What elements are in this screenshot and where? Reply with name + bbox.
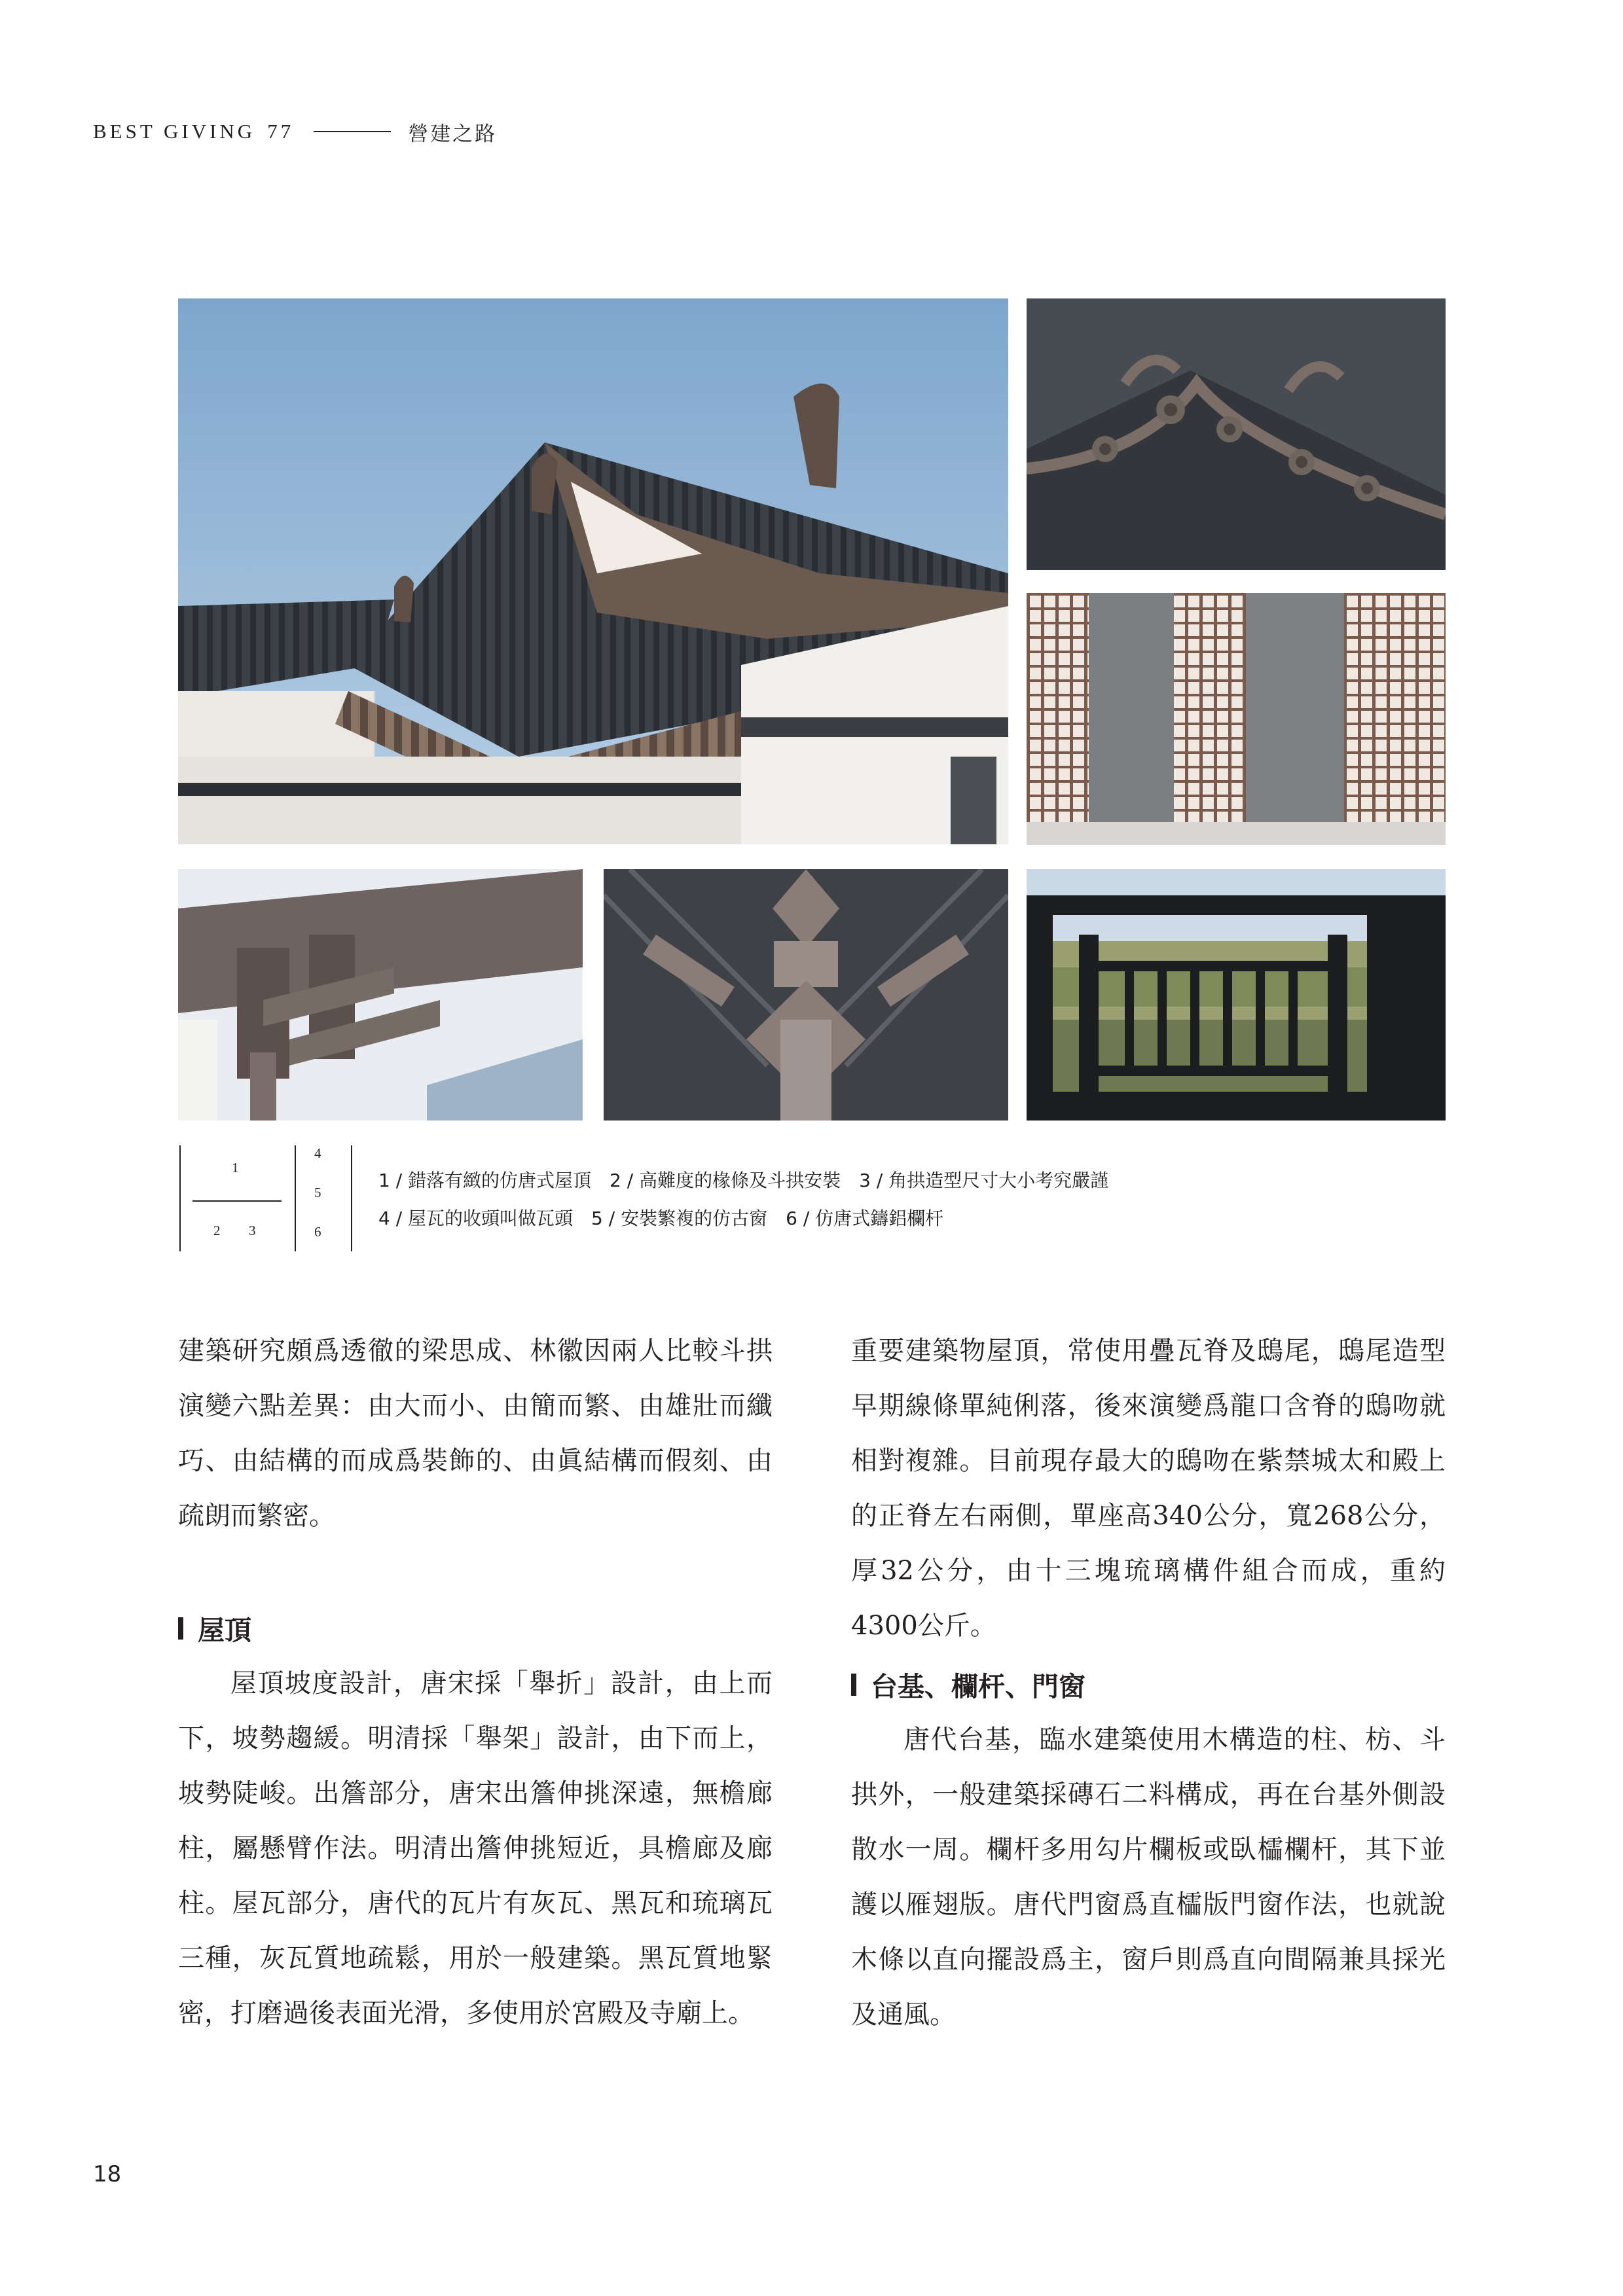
antique-window-photo: [1027, 593, 1446, 845]
paragraph: 屋頂坡度設計，唐宋採「舉折」設計，由上而下，坡勢趨緩。明清採「舉架」設計，由下而上，坡勢陡峻。出簷部分，唐宋出簷伸挑深遠，無檐廊柱，屬懸臂作法。明清出簷伸挑短近，具檐廊及廊柱。屋瓦部分，唐代的瓦片有灰瓦、黑瓦和琉璃瓦三種，灰瓦質地疏鬆，用於一般建築。黑瓦質地緊密，打磨過後表面光滑，多使用於宮殿及寺廟上。: [178, 1668, 773, 2028]
heading-text: 屋頂: [198, 1615, 251, 1646]
right-column-body: [851, 1712, 1446, 2042]
left-column-intro: [178, 1323, 773, 1543]
corner-bracket-photo: [604, 869, 1008, 1121]
section-heading-platform: [851, 1665, 1085, 1704]
section-title: 營建之路: [408, 122, 498, 146]
photo-caption-line: 1 / 錯落有緻的仿唐式屋頂 2 / 高難度的椽條及斗拱安裝 3 / 角拱造型尺寸大小考究嚴謹: [378, 1170, 1109, 1191]
tang-style-roof-photo: [178, 298, 1008, 844]
legend-number: 2: [213, 1223, 221, 1238]
heading-bar: [851, 1674, 856, 1696]
running-header: [93, 115, 497, 148]
section-heading-roof: [178, 1609, 251, 1647]
legend-number: 4: [314, 1145, 321, 1161]
legend-number: 5: [314, 1185, 321, 1200]
legend-number: 6: [314, 1224, 321, 1240]
page-number: 18: [93, 2161, 122, 2187]
legend-left-rule: [179, 1145, 181, 1251]
paragraph: 建築研究頗爲透徹的梁思成、林徽因兩人比較斗拱演變六點差異：由大而小、由簡而繁、由雄壯而纖巧、由結構的而成爲裝飾的、由眞結構而假刻、由疏朗而繁密。: [178, 1336, 773, 1531]
legend-number: 3: [249, 1223, 256, 1238]
legend-middle-rule: [295, 1145, 296, 1251]
magazine-title: BEST GIVING: [93, 120, 256, 143]
heading-text: 台基、欄杆、門窗: [871, 1671, 1085, 1702]
paragraph: 唐代台基，臨水建築使用木構造的柱、枋、斗拱外，一般建築採磚石二料構成，再在台基外側設散水一周。欄杆多用勾片欄板或臥櫺欄杆，其下並護以雁翅版。唐代門窗爲直櫺版門窗作法，也就說木條以直向擺設爲主，窗戶則爲直向間隔兼具採光及通風。: [851, 1725, 1446, 2030]
legend-number: 1: [232, 1160, 239, 1175]
legend-divider: [192, 1200, 282, 1202]
roof-tile-ends-photo: [1027, 298, 1446, 570]
issue-number: 77: [267, 120, 295, 143]
right-column-intro: [851, 1323, 1446, 1653]
heading-bar: [178, 1617, 183, 1640]
photo-caption-line: 4 / 屋瓦的收頭叫做瓦頭 5 / 安裝繁複的仿古窗 6 / 仿唐式鑄鋁欄杆: [378, 1208, 944, 1229]
cast-aluminum-railing-photo: [1027, 869, 1446, 1121]
paragraph: 重要建築物屋頂，常使用疊瓦脊及鴟尾，鴟尾造型早期線條單純俐落，後來演變爲龍口含脊的鴟吻就相對複雜。目前現存最大的鴟吻在紫禁城太和殿上的正脊左右兩側，單座高340公分，寬268公分，厚32公分，由十三塊琉璃構件組合而成，重約4300公斤。: [851, 1336, 1446, 1641]
photo-legend: [175, 1145, 359, 1251]
legend-right-rule: [351, 1145, 352, 1251]
left-column-body: [178, 1656, 773, 2041]
header-rule: [314, 131, 391, 132]
bracket-installation-photo: [178, 869, 583, 1121]
